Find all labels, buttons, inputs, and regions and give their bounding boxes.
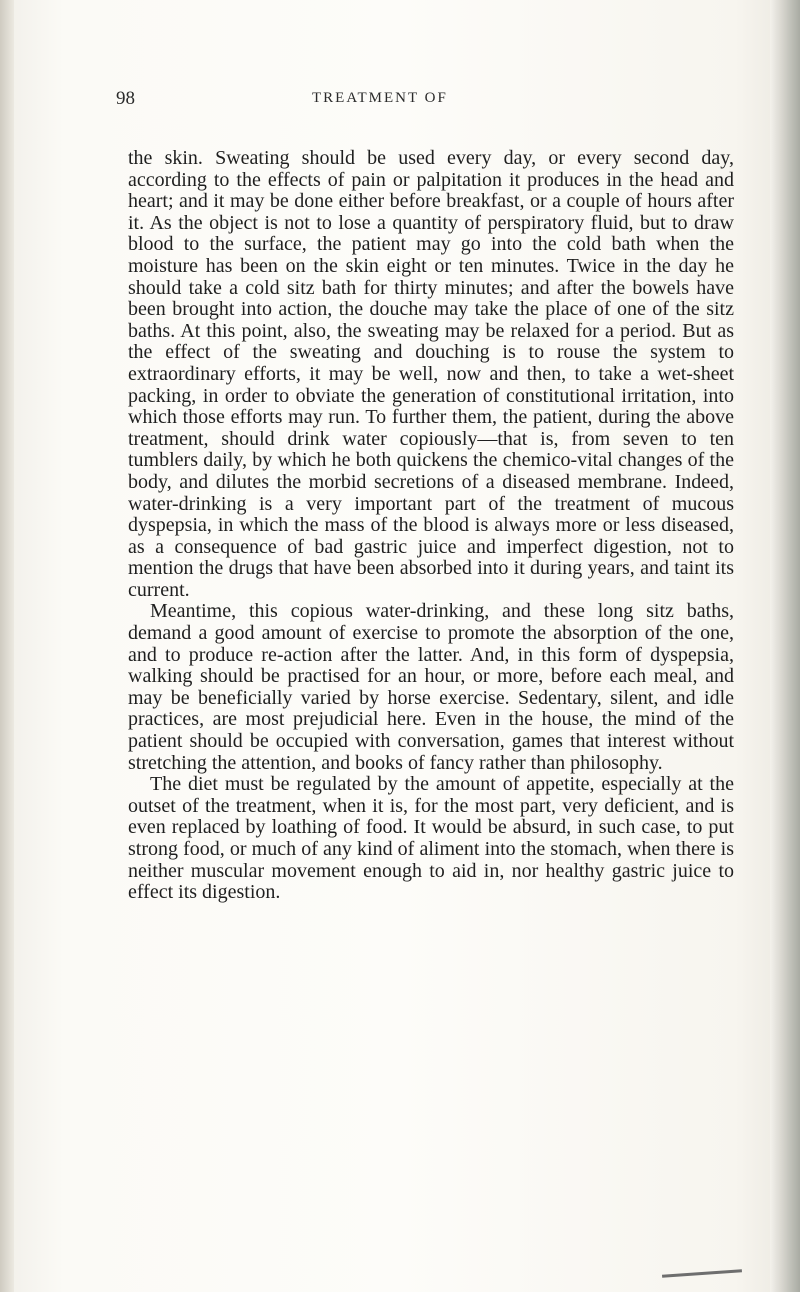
- paragraph: the skin. Sweating should be used every day, or every second day, according to the effects of pain or palpitation it produces in the head and heart; and it may be done either before breakfast, or a couple of hours after it. As the object is not to lose a quantity of perspiratory fluid, but to draw blood to the surface, the patient may go into the cold bath when the moisture has been on the skin eight or ten minutes. Twice in the day he should take a cold sitz bath for thirty minutes; and after the bowels have been brought into action, the douche may take the place of one of the sitz baths. At this point, also, the sweating may be relaxed for a period. But as the effect of the sweating and douching is to rouse the system to extraordinary efforts, it may be well, now and then, to take a wet-sheet packing, in order to obviate the generation of constitutional irritation, into which those efforts may run. To further them, the patient, during the above treatment, should drink water copiously—that is, from seven to ten tumblers daily, by which he both quickens the chemico-vital changes of the body, and dilutes the morbid secretions of a diseased membrane. Indeed, water-drinking is a very important part of the treatment of mucous dyspepsia, in which the mass of the blood is always more or less diseased, as a consequence of bad gastric juice and imperfect digestion, not to mention the drugs that have been absorbed into it during years, and taint its current.: [128, 147, 734, 601]
- body-text: [128, 148, 734, 904]
- page-number: 98: [116, 88, 135, 109]
- page-header: [116, 88, 736, 118]
- paragraph: The diet must be regulated by the amount of appetite, especially at the outset of the treatment, when it is, for the most part, very deficient, and is even replaced by loathing of food. It would be absurd, in such case, to put strong food, or much of any kind of aliment into the stomach, when there is neither muscular movement enough to aid in, nor healthy gastric juice to effect its digestion.: [128, 773, 734, 904]
- page-bottom-mark: [662, 1269, 742, 1278]
- paragraph: Meantime, this copious water-drinking, and these long sitz baths, demand a good amount of exercise to promote the absorption of the one, and to produce re-action after the latter. And, in this form of dyspepsia, walking should be practised for an hour, or more, before each meal, and may be beneficially varied by horse exercise. Sedentary, silent, and idle practices, are most prejudicial here. Even in the house, the mind of the patient should be occupied with conversation, games that interest without stretching the attention, and books of fancy rather than philosophy.: [128, 600, 734, 774]
- page-binding-left: [0, 0, 14, 1292]
- running-head: TREATMENT OF: [312, 90, 448, 106]
- page-edge-right: [770, 0, 800, 1292]
